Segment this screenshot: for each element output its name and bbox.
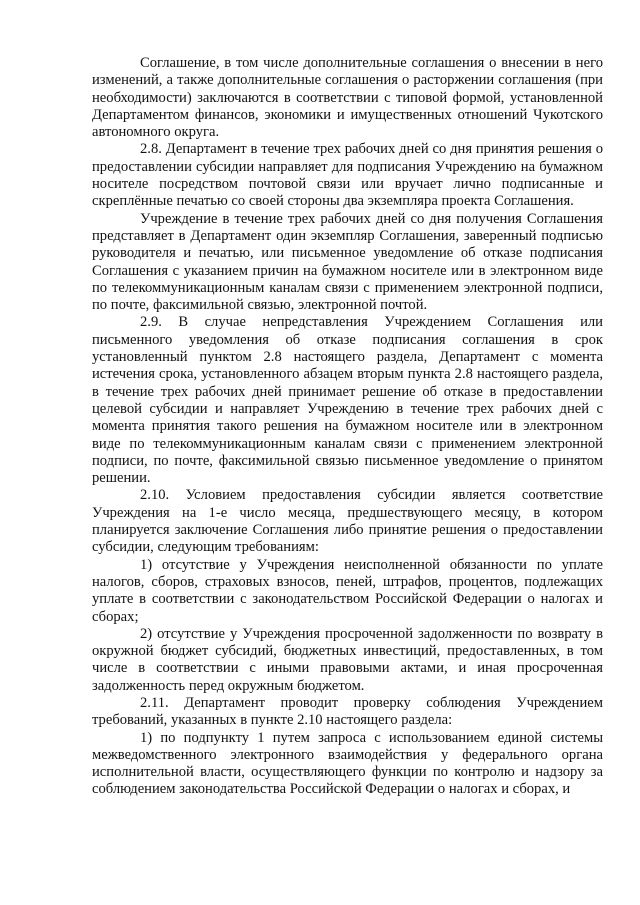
paragraph-2-10-item-1: 1) отсутствие у Учреждения неисполненной обязанности по уплате налогов, сборов, страховых взносов, пеней, штрафов, процентов, подлежащих уплате в соответствии с законодательством Российской Федерации о налогах и сборах;	[92, 556, 603, 625]
paragraph-2-8-institution: Учреждение в течение трех рабочих дней со дня получения Соглашения представляет в Департамент один экземпляр Соглашения, заверенный подписью руководителя и печатью, или письменное уведомление об отказе подписания Соглашения с указанием причин на бумажном носителе или в электронном виде по телекоммуникационным каналам связи с применением электронной подписи, по почте, факсимильной связью, электронной почтой.	[92, 210, 603, 314]
paragraph-2-10-item-2: 2) отсутствие у Учреждения просроченной задолженности по возврату в окружной бюджет субсидий, бюджетных инвестиций, предоставленных, в том числе в соответствии с иными правовыми актами, и иная просроченная задолженность перед окружным бюджетом.	[92, 625, 603, 694]
paragraph-2-8: 2.8. Департамент в течение трех рабочих дней со дня принятия решения о предоставлении субсидии направляет для подписания Учреждению на бумажном носителе посредством почтовой связи или вручает лично подписанные и скреплённые печатью со своей стороны два экземпляра проекта Соглашения.	[92, 141, 603, 210]
paragraph-2-10: 2.10. Условием предоставления субсидии является соответствие Учреждения на 1-е число месяца, предшествующего месяцу, в котором планируется заключение Соглашения либо принятие решения о предоставлении субсидии, следующим требованиям:	[92, 487, 603, 556]
paragraph-agreement-form: Соглашение, в том числе дополнительные соглашения о внесении в него изменений, а также дополнительные соглашения о расторжении соглашения (при необходимости) заключаются в соответствии с типовой формой, установленной Департаментом финансов, экономики и имущественных отношений Чукотского автономного округа.	[92, 55, 603, 141]
paragraph-2-11: 2.11. Департамент проводит проверку соблюдения Учреждением требований, указанных в пункте 2.10 настоящего раздела:	[92, 694, 603, 729]
paragraph-2-11-item-1: 1) по подпункту 1 путем запроса с использованием единой системы межведомственного электронного взаимодействия у федерального органа исполнительной власти, осуществляющего функции по контролю и надзору за соблюдением законодательства Российской Федерации о налогах и сборах, и	[92, 729, 603, 798]
paragraph-2-9: 2.9. В случае непредставления Учреждением Соглашения или письменного уведомления об отказе подписания соглашения в срок установленный пунктом 2.8 настоящего раздела, Департамент с момента истечения срока, установленного абзацем вторым пункта 2.8 настоящего раздела, в течение трех рабочих дней принимает решение об отказе в предоставлении целевой субсидии и направляет Учреждению в течение трех рабочих дней с момента принятия такого решения на бумажном носителе или в электронном виде по телекоммуникационным каналам связи с применением электронной подписи, по почте, факсимильной связью письменное уведомление о принятом решении.	[92, 314, 603, 487]
